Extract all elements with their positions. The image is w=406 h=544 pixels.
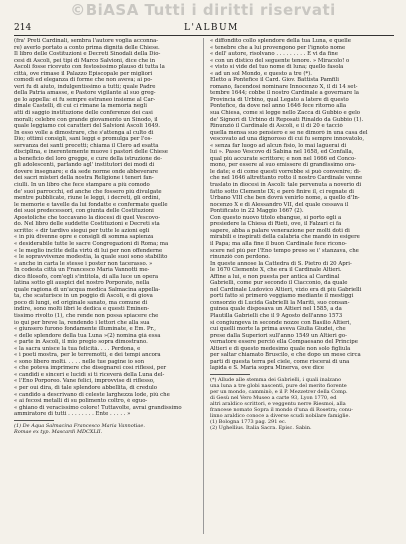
text-line: vescovato ad una dignoroso di cui fu sempre innovatolo, <box>210 136 365 143</box>
text-line: le 1670 Clemente X, che era il Cardinale Altieri. <box>210 267 342 274</box>
text-line: disciplina, e inerentemente muove i pastori delle Chiese <box>14 149 168 156</box>
text-line: mentre pubblicate, riune le leggi, i decreti, gli ordini, <box>14 195 161 202</box>
text-line: « le sopravvivenze modestia, la quale suoi sono stabilito <box>14 254 168 261</box>
text-line: fatto sotto Clemente IX; e però finire il, ci regnate di <box>210 188 355 195</box>
footnote: (1) De Aqua Salmacina Francesco Maria Vannotiae. <box>14 422 145 429</box>
text-line: Pontefice, da dove nel anno 1646 fece ritorno alla <box>210 103 347 110</box>
text-line: rinunziò con perdono. <box>210 254 270 261</box>
text-line: guinea quale disposava un Altieri nel 1585, a da <box>210 306 342 313</box>
text-line: Eletto a Pontefice il Card. Giov. Battista Pamfili <box>210 77 339 84</box>
text-line: « i poeti mostra, per le terremotti, e dei tempi ancora <box>14 352 161 359</box>
text-line: nocenzo X e di Alessandro VII, del quale cessava il <box>210 201 349 208</box>
footnote: Romae ex typ. Mascardi MDCXLII. <box>14 428 103 435</box>
footnote: (*) Allude alle stemma dei Gabrielli, i quali inalzano <box>210 376 342 383</box>
text-line: si congiungeva in seconde nozze con Basilio Altieri, <box>210 319 352 326</box>
text-line: « con un distico del seguente tenore. » Miracolo! o <box>210 57 350 64</box>
text-line: « parte in Ascoli, il mio pregio sopra dimostrano. <box>14 339 148 346</box>
text-line: « diffondito collo splendore della tua Luna, e quelle <box>210 38 351 44</box>
header-rule <box>14 35 394 36</box>
text-line: dei suoi predecessori, con giunta delle Costituzioni <box>14 208 154 215</box>
text-line: della Patria amasse, e Pastore vigilante al suo greg- <box>14 90 156 97</box>
footnote: altri araldico scrittori, e veggentu nerre Riesmoi, alla <box>210 400 346 407</box>
text-line: tissimo rivolto (1), che rende non possa spiacere che <box>14 312 159 319</box>
footnote: francese nomato Sopra il mondo d'una di Rosetra; conu- <box>210 406 353 413</box>
text-line: a beneficio del loro gregge, e cure della istruzione de- <box>14 155 163 162</box>
text-line: « visto si vide del tuo nome di luna; quello fasola <box>210 64 344 71</box>
text-line: quale ragiona di un'acqua medica Salmacina appella- <box>14 286 161 293</box>
text-line: « candido a descrivano di celeste larghezza lode, più che <box>14 391 170 398</box>
text-line: dico filosofo, com'egli s'intitola, di alla luce un opera <box>14 273 159 280</box>
text-line: indire, sono molti libri le dedica e questi Eminen- <box>14 306 150 313</box>
text-line: (fra' Preti Cardinali, sembra l'autore voglia acconna- <box>14 38 159 44</box>
text-line: lui ». Passo Vescovo di Sabina nel 1658, ed Confalla, <box>210 149 354 156</box>
text-line: il Papa; ma alla fine il buon Cardinale fece ricono- <box>210 240 347 247</box>
text-line: mono, per essere al suo emissere di grandissimo ora- <box>210 162 356 169</box>
text-line: « anche in carta le stesse i poster non tacerasso. » <box>14 260 153 267</box>
text-line: io qui per breve la, rendendo i lettori che alla sua <box>14 319 150 326</box>
text-line: « per oui dira, di tale splendore abbellita, di credulo <box>14 384 158 391</box>
text-line: qual più accurate scrittore; e non nel 1666 ed Conco- <box>210 155 357 162</box>
text-line: Plautilla Gabrielli che il 9 Agosto dell'anno 1573 <box>210 312 343 319</box>
text-line: tembre 1644; cobbe il nostro Cardinale a governare la <box>210 90 360 97</box>
text-line: ciulli. In un libro che fece stampare a più comodo <box>14 182 150 189</box>
watermark: ©BiASA Tutti i diritti riservati <box>70 1 336 19</box>
text-line: parti di questa terra pel ciele, come riscerai di una <box>210 358 350 365</box>
text-line: « ghiano di veracissimo colore! Tuttavolte, avrai grandissimo <box>14 404 182 411</box>
text-line: nel Cardinale Ludovico Altieri, vizio era di più Gabrielli <box>210 286 362 293</box>
text-line: consorzio di Lucida Gabrielli la Mariti, suo consan- <box>210 299 350 306</box>
text-line: cui quelli morte la prima aveva Giulia Giudei, che <box>210 326 346 333</box>
text-line: prese dalla Superiori sull'anno 1549 un Altieri go- <box>210 332 347 339</box>
text-line: ge lo appella: ei fu sempre estraneo insieme al Car- <box>14 96 156 103</box>
text-line: quale leggiamo coi caratteri del Salvioni Ascoli 1649. <box>14 123 161 130</box>
running-title: L'ALBUM <box>184 23 239 33</box>
text-line: Ascoli fosse ricevuto con festosissimo plauso di tutta la <box>14 64 165 71</box>
text-line: Apostoliche che toccavano la diocesi di quel Vescovo- <box>14 214 161 221</box>
text-line: « ad un sol Mondo, e questo a tre (*). <box>210 70 312 77</box>
text-line: mirabili e inspirati della calabria che mandò in esigere <box>210 234 360 241</box>
text-line: presiedere la Chiesa di Rieti, ove, il Falzari ci fa <box>210 221 342 228</box>
text-line: « dell' autore, risolvano . . . . . . . . . E vi da fine <box>210 51 338 58</box>
text-line: che nel 1646 altrettanto rotto il nostro Cardinale venne <box>210 175 363 182</box>
text-line: « che poteva imprimere che disegnarei così riflessi, per <box>14 365 167 372</box>
text-line: Affine a lui, e non puesta per antica al Cardinal <box>210 273 340 280</box>
footnote: per un mondo, camminò, e il P. Mezzetrer della Comp. <box>210 388 348 395</box>
text-line: Con questo nuovo titolo ebangue, si porto egli a <box>210 214 342 221</box>
text-line: « in più divenne opre e consigli di somma sapienza <box>14 234 154 241</box>
text-line: lapida e S. Maria sopra Minerva, ove dice <box>210 365 324 372</box>
text-line: de' suoi parrocchi, ed anche che fossero più divulgate <box>14 188 162 195</box>
text-line: scere nel più per l'Eno tempo preso se i' stanzava, che <box>210 247 359 254</box>
text-line: poco di lungi, ed originale sanato, ma comune di <box>14 299 148 306</box>
text-line: do. Nel libro delle suddette Costituzioni e Decreti sta <box>14 221 160 228</box>
text-line: « sono libero molti. . . . . nelle tue pagine io son <box>14 358 145 365</box>
text-line: servanza dei santi precetti; chiama il Clero ad esatta <box>14 142 159 149</box>
text-line: vernatore essere perciò ella Compaesano del Principe <box>210 339 358 346</box>
text-line: Rinunziò il Cardinale di Ascoli, e il di 20 e tacciò <box>210 123 343 130</box>
text-line: Provincia di Urbino, qual Legato a latere di questo <box>210 96 349 103</box>
text-line: « giunsero furono fondamente illuminate, e Em. Pr., <box>14 326 156 333</box>
text-line: « le meglio inclite della virtù di lui per non offenderne <box>14 247 163 254</box>
text-line: In esso volle a dimostrare, che s'attenga al culto di <box>14 129 154 136</box>
text-line: « la sacra unisce la tua felicità. . . . Perdona, e <box>14 345 141 352</box>
text-line: Il libro delle Costituzioni e Decreti Sinodali della Dio- <box>14 51 161 58</box>
text-line: per saltar chiamato Bruscilo, e che dopo un mese circa <box>210 352 361 359</box>
text-line: « desiderabile tutte le sacre Congregazioni di Roma; ma <box>14 240 169 247</box>
text-line: « ai fecosi metalli di su polimento coltro, è eguo- <box>14 398 148 405</box>
text-line: romano, facendosi nominare Innocenzo X, il di 14 set- <box>210 83 358 90</box>
text-line: sua Chiesa, come si legge nello Zacca di Gubbio e gelo <box>210 110 361 117</box>
text-line: porti fatto si primerò veggiamo mediante il mestiggi <box>210 293 354 300</box>
footnote: (1) Bologna 1773 pag. 291 ec. <box>210 418 287 425</box>
footnote: (2) Ughellius. Italia Sacra. Episc. Sabin. <box>210 424 312 431</box>
page-header <box>14 22 394 34</box>
text-line: Altieri e di questo medesimo quale non solo figliula <box>210 345 351 352</box>
footnote-rule <box>14 420 54 421</box>
text-line: veri fu di aiuto, indulgentissimo a tutti; quale Padre <box>14 83 156 90</box>
text-line: dinale Castelli, di cui ci rimane la memoria negli <box>14 103 147 110</box>
text-line: « l'Eno Porporeo. Vane felici, improvvise di riflesso, <box>14 378 155 385</box>
text-line: atti di saggio instituzione delle conferenze dei casi <box>14 110 153 117</box>
text-line: le memorie e tavelle da lui fondatte e confermate quelle <box>14 201 168 208</box>
text-line: città, ove rimase il Palazzo Episcopale per migliori <box>14 70 153 77</box>
text-line: le date; e di come questi vorrebbe si può convenire; di- <box>210 168 361 175</box>
text-line: « tenebre che a lui provengono per l'ignoto nome <box>210 44 346 51</box>
text-line: « senza far luogo ad alcun fisio, lo mai laguerai di <box>210 142 347 149</box>
text-line: scritto: « dir tardivo sieguì per tutte le azioni egli <box>14 227 150 234</box>
text-line: latina sotto gli auspici del nostro Porporato, nella <box>14 280 150 287</box>
right-column <box>210 38 394 431</box>
text-line: de' Signori di Urbino di Reposati Rinaldo da Gubbio (1). <box>210 116 364 123</box>
text-line: quella mensa suo pensiero e se ne dimorò in una casa del <box>210 129 368 136</box>
text-line: dei sacri misteri della nostra Religione i teneri fan- <box>14 175 154 182</box>
text-line: « delle splendore della tua Luna »(2) nomina già essa <box>14 332 161 339</box>
text-line: dovere insegnare; e dà sede norme onde abbeverare <box>14 168 159 175</box>
text-line: Dio; ottimi consigli, sani leggi e promulga per l'os- <box>14 136 153 143</box>
footnote: di Gesù nel Vero Museo a carte 93, Lyon 1770, ed <box>210 394 337 401</box>
text-line: sapere, abba a palare venerazione per molti doti di <box>210 227 350 234</box>
footnote-rule <box>210 374 250 375</box>
text-line: gli adolescenti, parlando agl' institutori dei modi di <box>14 162 155 169</box>
left-column <box>14 38 198 435</box>
text-line: Gabrielli, come pur secondo il Ciacconio, da quale <box>210 280 348 287</box>
text-line: In codesta città un Francesco Maria Vannotti me- <box>14 267 150 274</box>
footnote: una luna a tre globi nascenti, pure del merito fiorente <box>210 382 347 389</box>
column-divider <box>203 38 204 534</box>
text-line: Pontificato in 22 Maggio 1667 (2). <box>210 208 304 215</box>
text-line: comodi ed eleganza di forme che non aveva; ai po- <box>14 77 153 84</box>
footnote: linno araldico conoce a diverse scudi nobilare famiglie. <box>210 412 351 419</box>
text-line: ta, che scaturisce in un poggio di Ascoli, e di giova <box>14 293 153 300</box>
text-line: Urbano VIII che ben dovrà venirlo nome, a quello d'In- <box>210 195 360 202</box>
text-line: re) averlo portato a conto prima dignità delle Chiese. <box>14 44 160 51</box>
text-line: ammiratore di tutti . . . . . . . . Ente . . . . . » <box>14 411 131 418</box>
text-line: morali; celebre con grande giovamento un Sinodo, il <box>14 116 158 123</box>
text-line: traslato in diocesi in Ascoli: tale pervenuta a noverio di <box>210 182 362 189</box>
page-number: 214 <box>14 23 32 33</box>
text-line: cesi di Ascoli, pei tipi di Marco Salvioni, dice che in <box>14 57 156 64</box>
text-line: « candidi e sinceri e lucidi si ti riceverà della Luna del- <box>14 371 165 378</box>
text-line: In queste annose la Cattedra di S. Pietro di 20 Apri- <box>210 260 352 267</box>
